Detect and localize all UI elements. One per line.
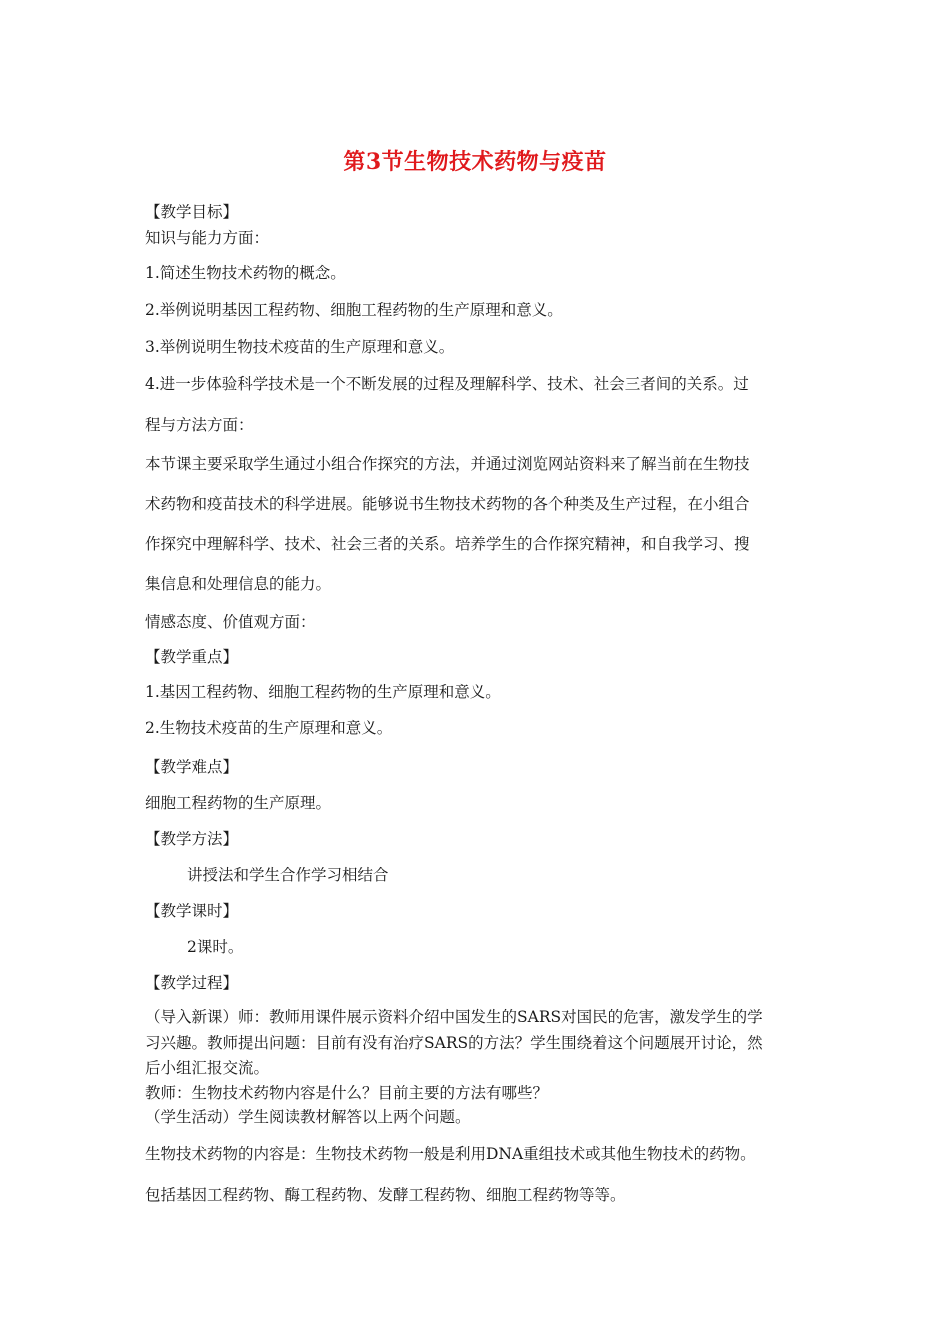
section-heading-objectives: 【教学目标】	[145, 203, 239, 221]
process-line: 后小组汇报交流。	[145, 1059, 270, 1077]
periods-text: 2课时。	[187, 938, 244, 956]
subheading-attitudes: 情感态度、价值观方面：	[145, 613, 316, 631]
subheading-knowledge: 知识与能力方面：	[145, 229, 270, 247]
section-heading-process: 【教学过程】	[145, 974, 239, 992]
process-line: 教师：生物技术药物内容是什么？目前主要的方法有哪些？	[145, 1084, 549, 1102]
paragraph-line: 术药物和疫苗技术的科学进展。能够说书生物技术药物的各个种类及生产过程，在小组合	[145, 495, 750, 513]
methods-text: 讲授法和学生合作学习相结合	[187, 866, 389, 884]
section-heading-key-points: 【教学重点】	[145, 648, 239, 666]
section-heading-periods: 【教学课时】	[145, 902, 239, 920]
subheading-process-methods: 程与方法方面：	[145, 416, 254, 434]
paragraph-line: 作探究中理解科学、技术、社会三者的关系。培养学生的合作探究精神，和自我学习、搜	[145, 535, 750, 553]
paragraph-line: 本节课主要采取学生通过小组合作探究的方法，并通过浏览网站资料来了解当前在生物技	[145, 455, 750, 473]
process-line: 习兴趣。教师提出问题：目前有没有治疗SARS的方法？学生围绕着这个问题展开讨论，然	[145, 1034, 763, 1052]
section-heading-methods: 【教学方法】	[145, 830, 239, 848]
process-line: 生物技术药物的内容是：生物技术药物一般是利用DNA重组技术或其他生物技术的药物。	[145, 1145, 756, 1163]
paragraph-line: 集信息和处理信息的能力。	[145, 575, 332, 593]
process-line: （学生活动）学生阅读教材解答以上两个问题。	[145, 1108, 471, 1126]
objective-item-4: 4.进一步体验科学技术是一个不断发展的过程及理解科学、技术、社会三者间的关系。过	[145, 375, 749, 393]
objective-item-2: 2.举例说明基因工程药物、细胞工程药物的生产原理和意义。	[145, 301, 563, 319]
key-point-item-2: 2.生物技术疫苗的生产原理和意义。	[145, 719, 393, 737]
objective-item-1: 1.简述生物技术药物的概念。	[145, 264, 346, 282]
section-heading-difficulties: 【教学难点】	[145, 758, 239, 776]
objective-item-3: 3.举例说明生物技术疫苗的生产原理和意义。	[145, 338, 455, 356]
process-line: （导入新课）师：教师用课件展示资料介绍中国发生的SARS对国民的危害，激发学生的学	[145, 1008, 763, 1026]
process-line: 包括基因工程药物、酶工程药物、发酵工程药物、细胞工程药物等等。	[145, 1186, 626, 1204]
page-title: 第3节生物技术药物与疫苗	[343, 149, 607, 175]
key-point-item-1: 1.基因工程药物、细胞工程药物的生产原理和意义。	[145, 683, 501, 701]
difficulty-text: 细胞工程药物的生产原理。	[145, 794, 332, 812]
